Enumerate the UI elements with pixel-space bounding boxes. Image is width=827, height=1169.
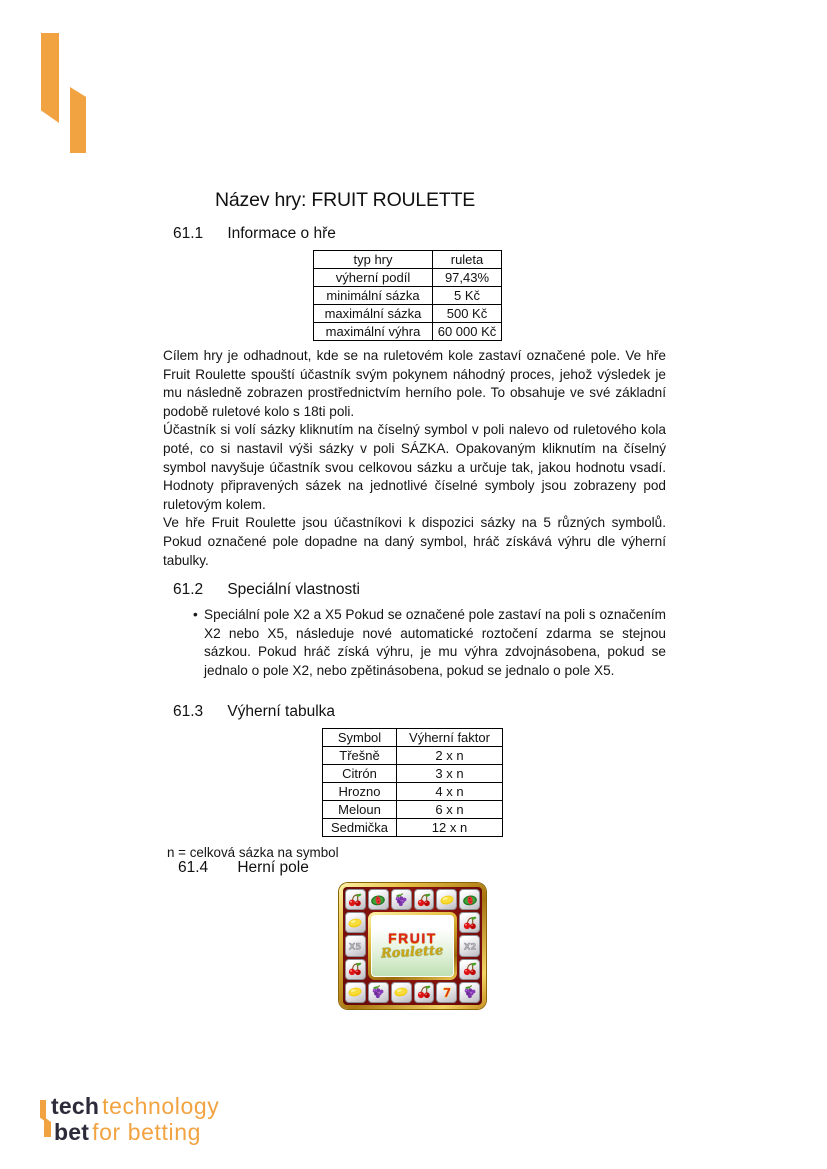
table-row (314, 251, 502, 269)
bullet-icon: • (193, 607, 198, 622)
table-cell: výherní podíl (314, 269, 433, 287)
board-tile-lemon-icon (345, 982, 366, 1003)
game-description (163, 347, 666, 570)
section-heading-61-4 (178, 859, 309, 877)
board-tile-cherry-icon (345, 959, 366, 980)
table-cell: 3 x n (397, 765, 503, 783)
table-cell: 2 x n (397, 747, 503, 765)
table-cell: ruleta (433, 251, 502, 269)
board-tile-cherry-icon (345, 889, 366, 910)
info-table-body (314, 251, 502, 341)
table-cell: Třešně (323, 747, 397, 765)
svg-text:X2: X2 (463, 941, 476, 952)
table-row (323, 747, 503, 765)
board-tile-cherry-icon (414, 982, 435, 1003)
table-header-cell: Výherní faktor (397, 729, 503, 747)
brand-technology: technology (102, 1093, 220, 1119)
section-number: 61.1 (173, 225, 204, 242)
section-heading-61-1 (173, 225, 336, 243)
paragraph: Ve hře Fruit Roulette jsou účastníkovi k dispozici sázky na 5 různých symbolů. Pokud označené pole dopadne na daný symbol, hráč získává výhru dle výherní tabulky. (163, 515, 666, 568)
game-info-table (313, 250, 502, 341)
table-cell: Citrón (323, 765, 397, 783)
section-heading-61-2 (173, 581, 360, 599)
brand-bet: bet (54, 1119, 90, 1145)
table-cell: 5 Kč (433, 287, 502, 305)
table-row (314, 269, 502, 287)
table-cell: maximální sázka (314, 305, 433, 323)
table-cell: 6 x n (397, 801, 503, 819)
table-cell: 12 x n (397, 819, 503, 837)
table-cell: 60 000 Kč (433, 323, 502, 341)
payout-table (322, 728, 503, 837)
board-tile-grapes-icon (391, 889, 412, 910)
section-title: Herní pole (237, 859, 309, 876)
section-title: Výherní tabulka (227, 703, 336, 720)
techbet-logo-mark (44, 1117, 51, 1137)
table-cell: minimální sázka (314, 287, 433, 305)
board-tile-grapes-icon (459, 982, 480, 1003)
game-field-image (339, 883, 486, 1009)
table-row (323, 783, 503, 801)
table-row (314, 305, 502, 323)
bullet-text: Speciální pole X2 a X5 Pokud se označené pole zastaví na poli s označením X2 nebo X5, následuje nové automatické roztočení zdarma se stejnou sázkou. Pokud hráč získá výhru, je mu výhra zdvojnásobena, pokud se jednalo o pole X2, nebo zpětinásobena, pokud se jednalo o pole X5. (204, 607, 666, 678)
table-row (314, 287, 502, 305)
board-tile-watermelon-icon (459, 889, 480, 910)
special-feature-bullet (193, 606, 666, 680)
brand-tech: tech (51, 1093, 100, 1119)
footer-line-1 (51, 1095, 219, 1121)
svg-text:7: 7 (442, 986, 451, 1001)
payout-note: n = celková sázka na symbol (167, 845, 339, 860)
table-cell: Meloun (323, 801, 397, 819)
brand-for-betting: for betting (92, 1119, 201, 1145)
board-tile-watermelon-icon (368, 889, 389, 910)
board-tile-lemon-icon (345, 912, 366, 933)
table-cell: 4 x n (397, 783, 503, 801)
section-title: Informace o hře (227, 225, 336, 242)
table-header-row (323, 729, 503, 747)
table-row (314, 323, 502, 341)
section-title: Speciální vlastnosti (227, 581, 360, 598)
board-tile-seven (436, 982, 457, 1003)
board-tile-cherry-icon (459, 912, 480, 933)
table-cell: typ hry (314, 251, 433, 269)
fruit-roulette-logo (368, 912, 457, 980)
board-tile-cherry-icon (414, 889, 435, 910)
board-tile-x2 (459, 935, 480, 956)
logo-text-fruit: FRUIT (388, 930, 437, 947)
table-row (323, 819, 503, 837)
win-table-body (323, 729, 503, 837)
paragraph: Cílem hry je odhadnout, kde se na ruletovém kole zastaví označené pole. Ve hře Fruit Roulette spouští účastník svým pokynem náhodný proces, jehož výsledek je mu následně zobrazen prostřednictvím herního pole. To obsahuje ve své základní podobě ruletové kolo s 18ti poli. (163, 348, 666, 419)
svg-text:X5: X5 (349, 941, 362, 952)
board-tile-x5 (345, 935, 366, 956)
section-heading-61-3 (173, 703, 335, 721)
footer-line-2 (51, 1121, 219, 1147)
section-number: 61.3 (173, 703, 204, 720)
logo-text-roulette: Roulette (380, 943, 445, 963)
table-row (323, 801, 503, 819)
board-tile-lemon-icon (391, 982, 412, 1003)
table-cell: 500 Kč (433, 305, 502, 323)
section-number: 61.2 (173, 581, 204, 598)
board-tile-cherry-icon (459, 959, 480, 980)
board-tile-lemon-icon (436, 889, 457, 910)
section-number: 61.4 (178, 859, 209, 876)
board-grid (343, 887, 482, 1005)
logo-bar-icon (70, 87, 86, 153)
table-row (323, 765, 503, 783)
table-cell: Hrozno (323, 783, 397, 801)
table-header-cell: Symbol (323, 729, 397, 747)
table-cell: Sedmička (323, 819, 397, 837)
paragraph: Účastník si volí sázky kliknutím na číselný symbol v poli nalevo od ruletového kola poté, co si nastavil výši sázky v poli SÁZKA. Opakovaným kliknutím na číselný symbol navyšuje účastník svou celkovou sázku a určuje tak, jakou hodnotu vsadí. Hodnoty připravených sázek na jednotlivé číselné symboly jsou zobrazeny pod ruletovým kolem. (163, 422, 666, 512)
board-tile-grapes-icon (368, 982, 389, 1003)
footer-wordmark (51, 1095, 219, 1147)
table-cell: maximální výhra (314, 323, 433, 341)
logo-bar-icon (41, 33, 59, 123)
page-title: Název hry: FRUIT ROULETTE (215, 189, 476, 211)
fruit-roulette-logo-panel (371, 915, 454, 977)
table-cell: 97,43% (433, 269, 502, 287)
